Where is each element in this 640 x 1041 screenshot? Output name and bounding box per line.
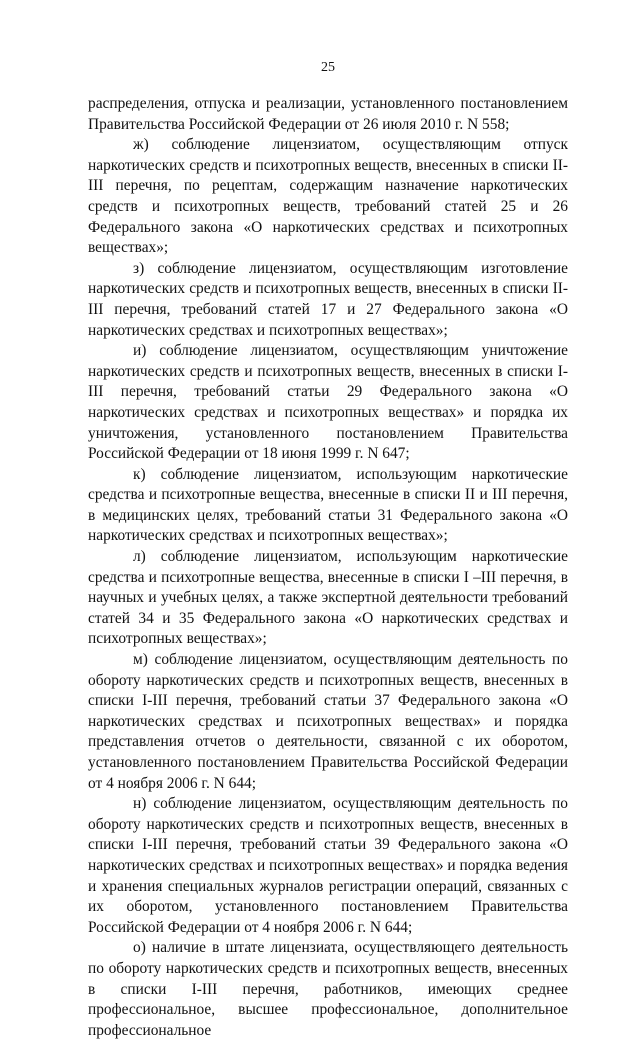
paragraph-m: м) соблюдение лицензиатом, осуществляющим деятельность по обороту наркотических средств и психотропных веществ, внесенных в списки I-III перечня, требований статьи 37 Федерального закона «О наркотических средствах и психотропных веществах» и порядка представления отчетов о деятельности, связанной с их оборотом, установленного постановлением Правительства Российской Федерации от 4 ноября 2006 г. N 644;	[88, 651, 568, 792]
paragraph-k: к) соблюдение лицензиатом, использующим наркотические средства и психотропные вещества, внесенные в списки II и III перечня, в медицинских целях, требований статьи 31 Федерального закона «О наркотических средствах и психотропных веществах»;	[88, 465, 568, 545]
paragraph-i: и) соблюдение лицензиатом, осуществляющим уничтожение наркотических средств и психотропных веществ, внесенных в списки I-III перечня, требований статьи 29 Федерального закона «О наркотических средствах и психотропных веществах» и порядка их уничтожения, установленного постановлением Правительства Российской Федерации от 18 июня 1999 г. N 647;	[88, 342, 568, 463]
document-page	[88, 60, 568, 1041]
paragraph-zh: ж) соблюдение лицензиатом, осуществляющим отпуск наркотических средств и психотропных веществ, внесенных в списки II-III перечня, по рецептам, содержащим назначение наркотических средств и психотропных веществ, требований статей 25 и 26 Федерального закона «О наркотических средствах и психотропных веществах»;	[88, 136, 568, 257]
paragraph-l: л) соблюдение лицензиатом, использующим наркотические средства и психотропные вещества, внесенные в списки I –III перечня, в научных и учебных целях, а также экспертной деятельности требований статей 34 и 35 Федерального закона «О наркотических средствах и психотропных веществах»;	[88, 548, 568, 648]
page-number: 25	[321, 60, 335, 75]
paragraph-o: о) наличие в штате лицензиата, осуществляющего деятельность по обороту наркотических средств и психотропных веществ, внесенных в списки I-III перечня, работников, имеющих среднее профессиональное, высшее профессиональное, дополнительное профессиональное	[88, 939, 568, 1039]
paragraph-continuation: распределения, отпуска и реализации, установленного постановлением Правительства Российской Федерации от 26 июля 2010 г. N 558;	[88, 95, 568, 133]
paragraph-z: з) соблюдение лицензиатом, осуществляющим изготовление наркотических средств и психотропных веществ, внесенных в списки II-III перечня, требований статей 17 и 27 Федерального закона «О наркотических средствах и психотропных веществах»;	[88, 259, 568, 339]
document-body	[88, 94, 568, 1041]
paragraph-n: н) соблюдение лицензиатом, осуществляющим деятельность по обороту наркотических средств и психотропных веществ, внесенных в списки I-III перечня, требований статьи 39 Федерального закона «О наркотических средствах и психотропных веществах» и порядка ведения и хранения специальных журналов регистрации операций, связанных с их оборотом, установленного постановлением Правительства Российской Федерации от 4 ноября 2006 г. N 644;	[88, 795, 568, 936]
